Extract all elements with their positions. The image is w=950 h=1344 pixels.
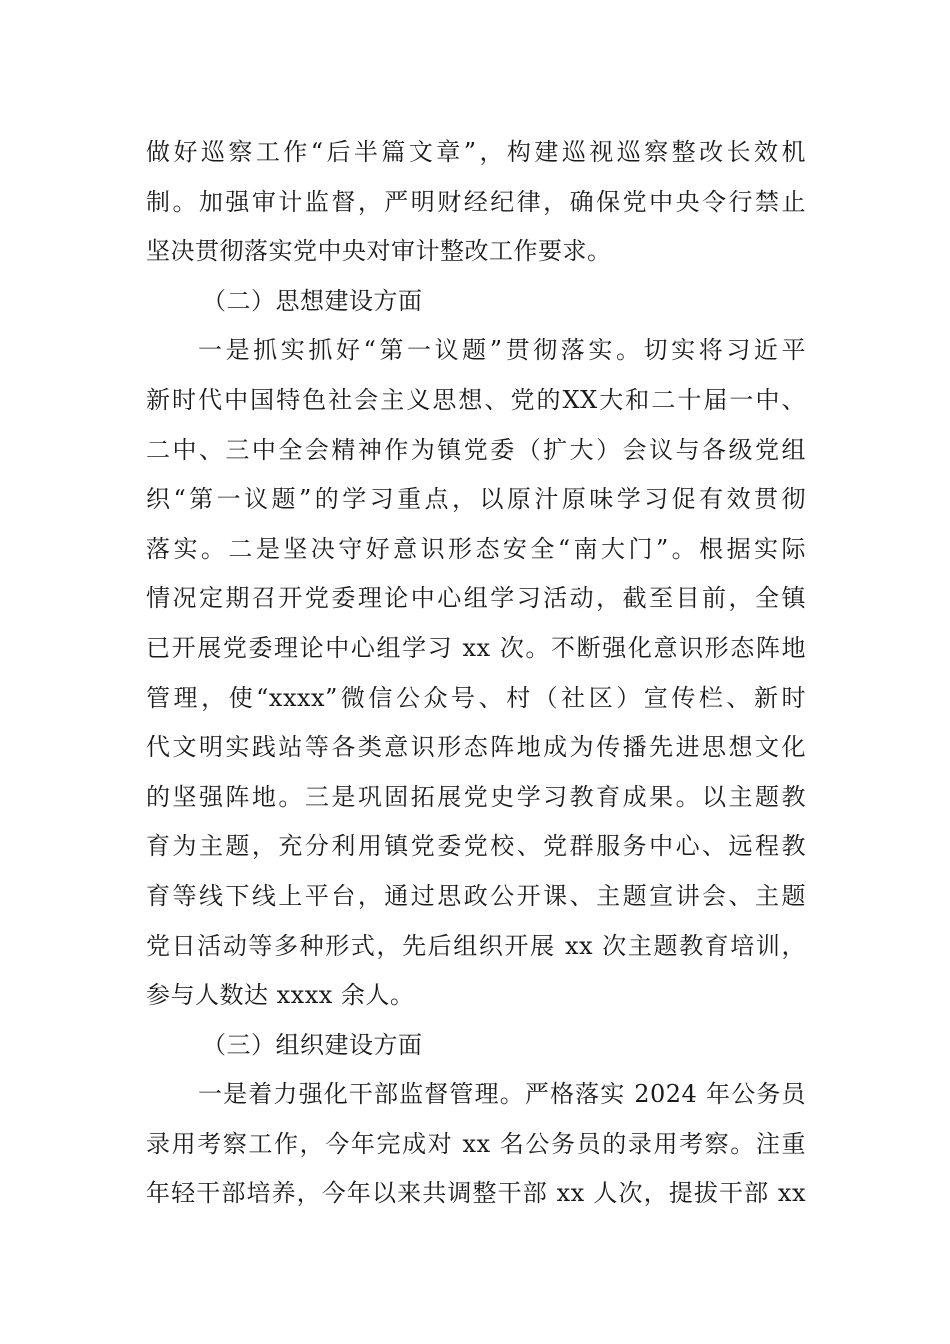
text-line: 的坚强阵地。三是巩固拓展党史学习教育成果。以主题教 (146, 782, 806, 811)
section-heading: （三）组织建设方面 (202, 1030, 423, 1059)
section-heading: （二）思想建设方面 (202, 286, 423, 315)
text-line: 一是着力强化干部监督管理。严格落实 2024 年公务员 (198, 1080, 806, 1109)
text-line: 二中、三中全会精神作为镇党委（扩大）会议与各级党组 (146, 435, 806, 464)
text-line: 织“第一议题”的学习重点，以原汁原味学习促有效贯彻 (146, 485, 806, 514)
text-line: 情况定期召开党委理论中心组学习活动，截至目前，全镇 (146, 584, 806, 613)
text-line: 育为主题，充分利用镇党委党校、党群服务中心、远程教 (146, 832, 806, 861)
text-line: 一是抓实抓好“第一议题”贯彻落实。切实将习近平 (198, 336, 806, 365)
document-page (146, 128, 806, 1219)
text-line: 新时代中国特色社会主义思想、党的XX大和二十届一中、 (146, 385, 806, 414)
text-line: 代文明实践站等各类意识形态阵地成为传播先进思想文化 (146, 733, 806, 762)
text-line: 做好巡察工作“后半篇文章”，构建巡视巡察整改长效机 (146, 138, 806, 166)
text-line: 年轻干部培养，今年以来共调整干部 xx 人次，提拔干部 xx (146, 1179, 806, 1208)
text-line: 育等线下线上平台，通过思政公开课、主题宣讲会、主题 (146, 881, 806, 910)
text-line: 参与人数达 xxxx 余人。 (146, 981, 415, 1010)
text-line: 制。加强审计监督，严明财经纪律，确保党中央令行禁止 (146, 187, 806, 216)
text-line: 坚决贯彻落实党中央对审计整改工作要求。 (146, 237, 612, 266)
text-line: 已开展党委理论中心组学习 xx 次。不断强化意识形态阵地 (146, 633, 806, 662)
text-line: 录用考察工作，今年完成对 xx 名公务员的录用考察。注重 (146, 1129, 806, 1158)
text-line: 落实。二是坚决守好意识形态安全“南大门”。根据实际 (146, 534, 806, 563)
text-line: 管理，使“xxxx”微信公众号、村（社区）宣传栏、新时 (146, 683, 806, 712)
text-line: 党日活动等多种形式，先后组织开展 xx 次主题教育培训， (146, 931, 806, 960)
